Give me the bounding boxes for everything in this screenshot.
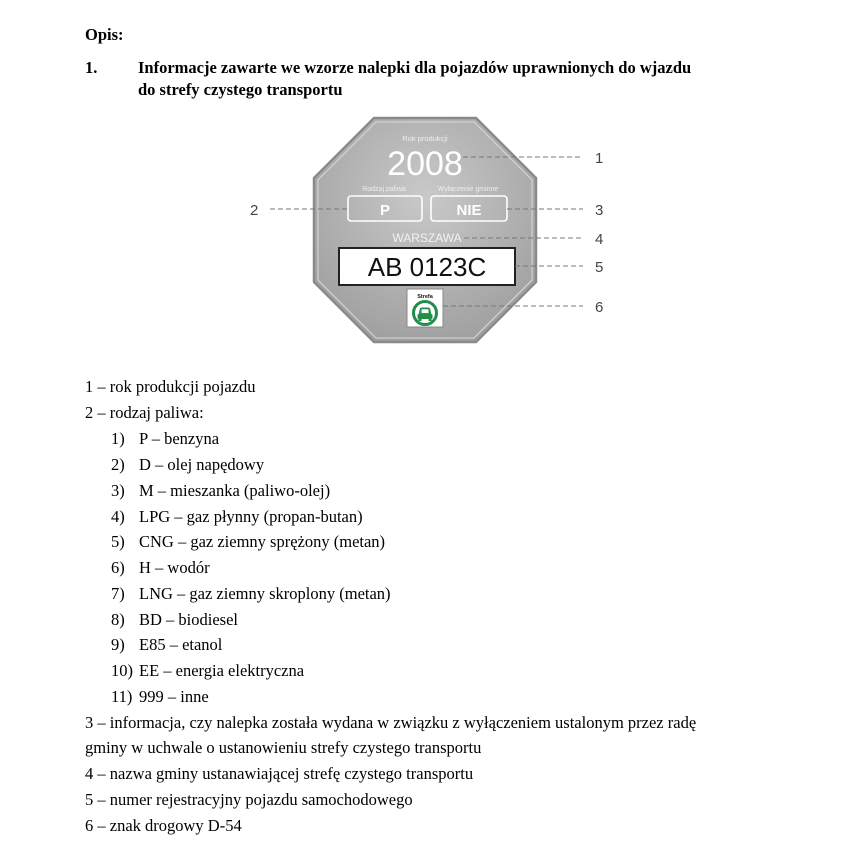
fuel-num-9: 9) xyxy=(111,635,125,654)
legend-item-3-line2: gminy w uchwale o ustanowieniu strefy czystego transportu xyxy=(85,738,482,757)
fuel-text-7: LNG – gaz ziemny skroplony (metan) xyxy=(139,584,391,603)
fuel-num-6: 6) xyxy=(111,558,125,577)
section-title-line2: do strefy czystego transportu xyxy=(138,80,343,99)
fuel-text-2: D – olej napędowy xyxy=(139,455,265,474)
legend-item-4: 4 – nazwa gminy ustanawiającej strefę czystego transportu xyxy=(85,764,474,783)
fuel-text-4: LPG – gaz płynny (propan-butan) xyxy=(139,507,363,526)
fuel-text-11: 999 – inne xyxy=(139,687,209,706)
legend-item-5: 5 – numer rejestracyjny pojazdu samochodowego xyxy=(85,790,413,809)
fuel-num-7: 7) xyxy=(111,584,125,603)
exclusion-value: NIE xyxy=(456,202,482,219)
fuel-text-9: E85 – etanol xyxy=(139,635,223,654)
callout-number-4: 4 xyxy=(595,231,604,248)
fuel-num-4: 4) xyxy=(111,507,125,526)
fuel-text-6: H – wodór xyxy=(139,558,210,577)
legend-item-3-line1: 3 – informacja, czy nalepka została wydana w związku z wyłączeniem ustalonym przez radę xyxy=(85,713,697,732)
fuel-num-11: 11) xyxy=(111,687,133,706)
fuel-text-10: EE – energia elektryczna xyxy=(139,661,305,680)
fuel-num-3: 3) xyxy=(111,481,125,500)
legend-item-6: 6 – znak drogowy D-54 xyxy=(85,816,242,835)
fuel-text-3: M – mieszanka (paliwo-olej) xyxy=(139,481,331,500)
legend-item-1: 1 – rok produkcji pojazdu xyxy=(85,377,256,396)
callout-number-6: 6 xyxy=(595,299,604,316)
fuel-num-8: 8) xyxy=(111,610,125,629)
fuel-num-1: 1) xyxy=(111,429,125,448)
description-label: Opis: xyxy=(85,25,124,44)
fuel-num-2: 2) xyxy=(111,455,125,474)
city-name: WARSZAWA xyxy=(392,231,462,245)
plate-number: AB 0123C xyxy=(367,252,487,282)
callout-number-2: 2 xyxy=(250,202,259,219)
year-value: 2008 xyxy=(387,145,463,183)
callout-number-3: 3 xyxy=(595,202,604,219)
section-title-line1: Informacje zawarte we wzorze nalepki dla pojazdów uprawnionych do wjazdu xyxy=(138,58,692,77)
fuel-text-5: CNG – gaz ziemny sprężony (metan) xyxy=(139,532,386,551)
fuel-label: Rodzaj paliwa xyxy=(362,186,406,193)
year-label: Rok produkcji xyxy=(402,134,448,143)
callout-number-5: 5 xyxy=(595,259,604,276)
fuel-text-8: BD – biodiesel xyxy=(139,610,238,629)
callout-number-1: 1 xyxy=(595,150,604,167)
fuel-text-1: P – benzyna xyxy=(139,429,220,448)
legend-item-2: 2 – rodzaj paliwa: xyxy=(85,403,204,422)
fuel-value: P xyxy=(379,202,391,219)
sticker-diagram xyxy=(250,112,630,348)
exclusion-label: Wyłączenie gminne xyxy=(437,186,499,193)
sign-label: Strefa xyxy=(417,294,433,300)
fuel-num-5: 5) xyxy=(111,532,125,551)
section-number: 1. xyxy=(85,58,98,77)
fuel-num-10: 10) xyxy=(111,661,133,680)
